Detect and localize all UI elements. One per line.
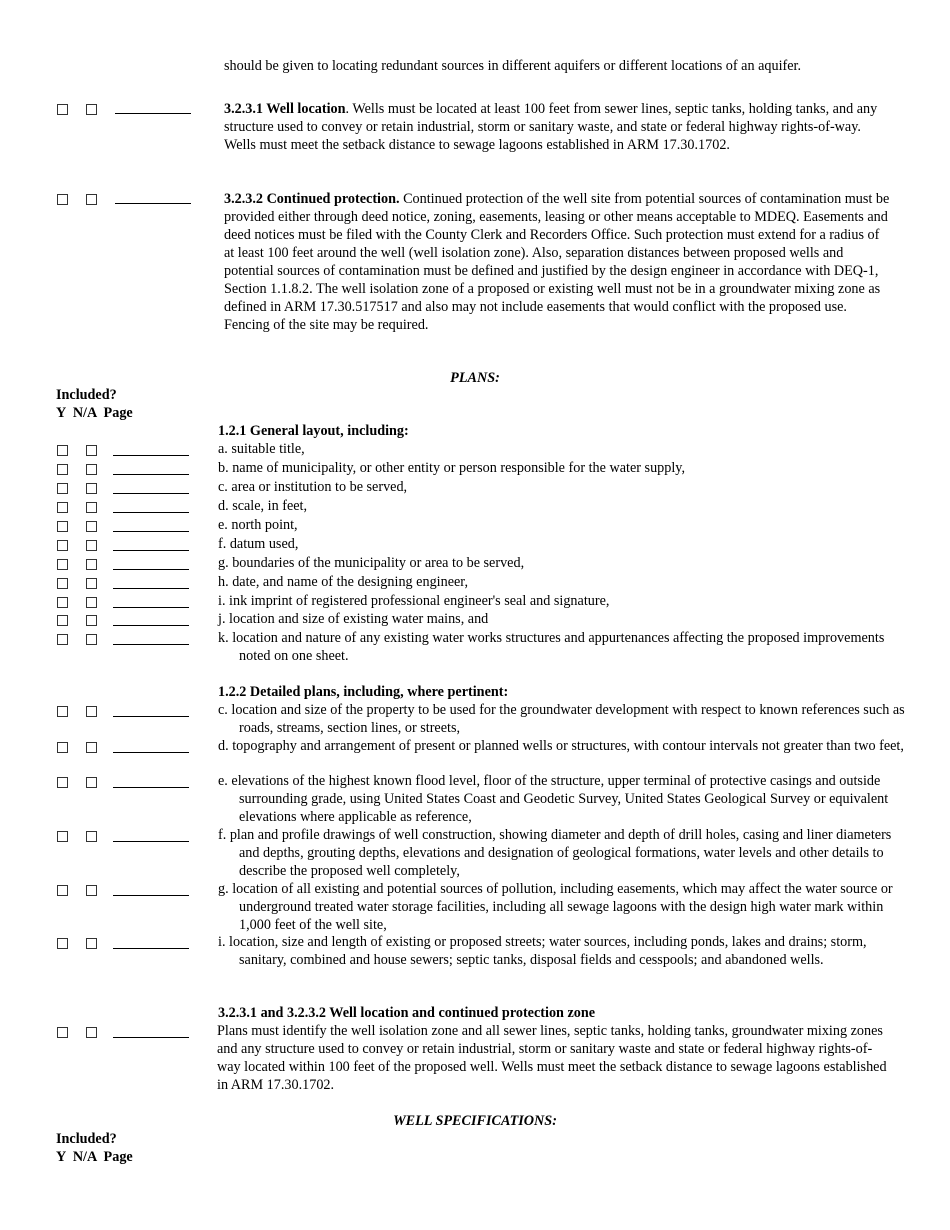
checkbox-na[interactable] (86, 194, 97, 205)
checkbox-yes[interactable] (57, 634, 68, 645)
checkbox-yes[interactable] (57, 706, 68, 717)
list-item: c. area or institution to be served, (218, 479, 408, 495)
checkbox-yes[interactable] (57, 578, 68, 589)
page-field[interactable] (113, 752, 189, 753)
checkbox-yes[interactable] (57, 615, 68, 626)
checkbox-yes[interactable] (57, 1027, 68, 1038)
well-location-section (224, 100, 892, 154)
checkbox-na[interactable] (86, 742, 97, 753)
list-item: d. topography and arrangement of present or planned wells or structures, with contour intervals not greater than two feet, (218, 738, 904, 754)
page-field[interactable] (113, 948, 189, 949)
list-item: h. date, and name of the designing engineer, (218, 574, 468, 590)
list-item: b. name of municipality, or other entity or person responsible for the water supply, (218, 460, 686, 476)
checkbox-yes[interactable] (57, 885, 68, 896)
checkbox-na[interactable] (86, 483, 97, 494)
general-layout-heading: 1.2.1 General layout, including: (218, 423, 409, 439)
checkbox-na[interactable] (86, 1027, 97, 1038)
checkbox-yes[interactable] (57, 521, 68, 532)
page-field[interactable] (113, 531, 189, 532)
checkbox-na[interactable] (86, 104, 97, 115)
protection-zone-heading: 3.2.3.1 and 3.2.3.2 Well location and continued protection zone (218, 1005, 596, 1021)
checkbox-yes[interactable] (57, 831, 68, 842)
checkbox-na[interactable] (86, 540, 97, 551)
continued-protection-section (224, 190, 892, 334)
continued-protection-text: Continued protection of the well site from potential sources of contamination must be provided either through deed notice, zoning, easements, leasing or other means acceptable to MDEQ. Easements and deed notices must be filed with the County Clerk and Recorders Office. Such protection must extend for a radius of at least 100 feet around the well (well isolation zone). Also, separation distances between proposed wells and potential sources of contamination must be defined and justified by the design engineer in accordance with DEQ-1, Section 1.1.8.2. The well isolation zone of a proposed or existing well must not be in a groundwater mixing zone as defined in ARM 17.30.517517 and also may not include easements that would conflict with the proposed use. Fencing of the site may be required. (224, 191, 890, 333)
detailed-plans-heading: 1.2.2 Detailed plans, including, where pertinent: (218, 684, 509, 700)
list-item: a. suitable title, (218, 441, 305, 457)
list-item: g. boundaries of the municipality or area to be served, (218, 555, 525, 571)
page-field[interactable] (113, 550, 189, 551)
continued-protection-title: 3.2.3.2 Continued protection. (224, 191, 400, 207)
plans-title: PLANS: (450, 370, 500, 386)
page-field[interactable] (115, 113, 191, 114)
page-field[interactable] (113, 625, 189, 626)
checkbox-na[interactable] (86, 615, 97, 626)
list-item: d. scale, in feet, (218, 498, 308, 514)
checkbox-na[interactable] (86, 634, 97, 645)
list-item: f. plan and profile drawings of well construction, showing diameter and depth of drill holes, casing and liner diameters and depths, grouting depths, elevations and designation of geological formations, water levels and other details to describe the proposed well completely, (218, 827, 892, 879)
page-field[interactable] (113, 787, 189, 788)
page-field[interactable] (113, 841, 189, 842)
checkbox-na[interactable] (86, 521, 97, 532)
page-field[interactable] (115, 203, 191, 204)
well-specifications-title: WELL SPECIFICATIONS: (393, 1113, 557, 1129)
checkbox-yes[interactable] (57, 597, 68, 608)
page-field[interactable] (113, 569, 189, 570)
checkbox-na[interactable] (86, 445, 97, 456)
checkbox-na[interactable] (86, 559, 97, 570)
list-item: i. ink imprint of registered professional engineer's seal and signature, (218, 593, 610, 609)
included-label: Included? (56, 387, 117, 403)
list-item: f. datum used, (218, 536, 299, 552)
checkbox-na[interactable] (86, 597, 97, 608)
list-item: j. location and size of existing water mains, and (218, 611, 489, 627)
checkbox-na[interactable] (86, 938, 97, 949)
checkbox-na[interactable] (86, 502, 97, 513)
page-field[interactable] (113, 644, 189, 645)
page-field[interactable] (113, 895, 189, 896)
list-item: c. location and size of the property to be used for the groundwater development with respect to known references such as roads, streams, section lines, or streets, (218, 702, 905, 736)
checkbox-na[interactable] (86, 831, 97, 842)
checkbox-yes[interactable] (57, 104, 68, 115)
intro-text: should be given to locating redundant sources in different aquifers or different locations of an aquifer. (224, 58, 802, 74)
list-item: e. elevations of the highest known flood level, floor of the structure, upper terminal of protective casings and outside surrounding grade, using United States Coast and Geodetic Survey, United States Geological Survey or equivalent elevations where applicable as reference, (218, 773, 889, 825)
checkbox-yes[interactable] (57, 742, 68, 753)
page-field[interactable] (113, 455, 189, 456)
page-field[interactable] (113, 1037, 189, 1038)
checkbox-na[interactable] (86, 464, 97, 475)
columns-label: Y N/A Page (56, 405, 133, 421)
checkbox-na[interactable] (86, 777, 97, 788)
checkbox-yes[interactable] (57, 777, 68, 788)
checkbox-yes[interactable] (57, 194, 68, 205)
list-item: e. north point, (218, 517, 298, 533)
checkbox-na[interactable] (86, 578, 97, 589)
checkbox-yes[interactable] (57, 540, 68, 551)
page-field[interactable] (113, 607, 189, 608)
page-field[interactable] (113, 474, 189, 475)
checkbox-yes[interactable] (57, 445, 68, 456)
included-label: Included? (56, 1131, 117, 1147)
checkbox-na[interactable] (86, 706, 97, 717)
checkbox-yes[interactable] (57, 559, 68, 570)
protection-zone-text: Plans must identify the well isolation zone and all sewer lines, septic tanks, holding tanks, groundwater mixing zones and any structure used to convey or retain industrial, storm or sanitary waste and state or federal highway rights-of-way located within 100 feet of the proposed well. Wells must meet the setback distance to sewage lagoons established in ARM 17.30.1702. (217, 1023, 887, 1093)
well-location-title: 3.2.3.1 Well location (224, 101, 346, 117)
list-item: i. location, size and length of existing or proposed streets; water sources, including ponds, lakes and drains; storm, sanitary, combined and house sewers; septic tanks, disposal fields and cesspools; and abandoned wells. (218, 934, 867, 968)
checkbox-yes[interactable] (57, 464, 68, 475)
list-item: k. location and nature of any existing water works structures and appurtenances affecting the proposed improvements noted on one sheet. (218, 630, 885, 664)
checkbox-yes[interactable] (57, 483, 68, 494)
page-field[interactable] (113, 512, 189, 513)
page-field[interactable] (113, 588, 189, 589)
checkbox-na[interactable] (86, 885, 97, 896)
page-field[interactable] (113, 716, 189, 717)
checkbox-yes[interactable] (57, 938, 68, 949)
checkbox-yes[interactable] (57, 502, 68, 513)
well-location-text: . Wells must be located at least 100 feet from sewer lines, septic tanks, holding tanks, and any structure used to convey or retain industrial, storm or sanitary waste, and state or federal highway rights-of-way. Wells must meet the setback distance to sewage lagoons established in ARM 17.30.1702. (224, 101, 878, 153)
list-item: g. location of all existing and potential sources of pollution, including easements, which may affect the water source or underground treated water storage facilities, including all sewage lagoons with the design high water mark within 1,000 feet of the well site, (218, 881, 893, 933)
page-field[interactable] (113, 493, 189, 494)
columns-label: Y N/A Page (56, 1149, 133, 1165)
